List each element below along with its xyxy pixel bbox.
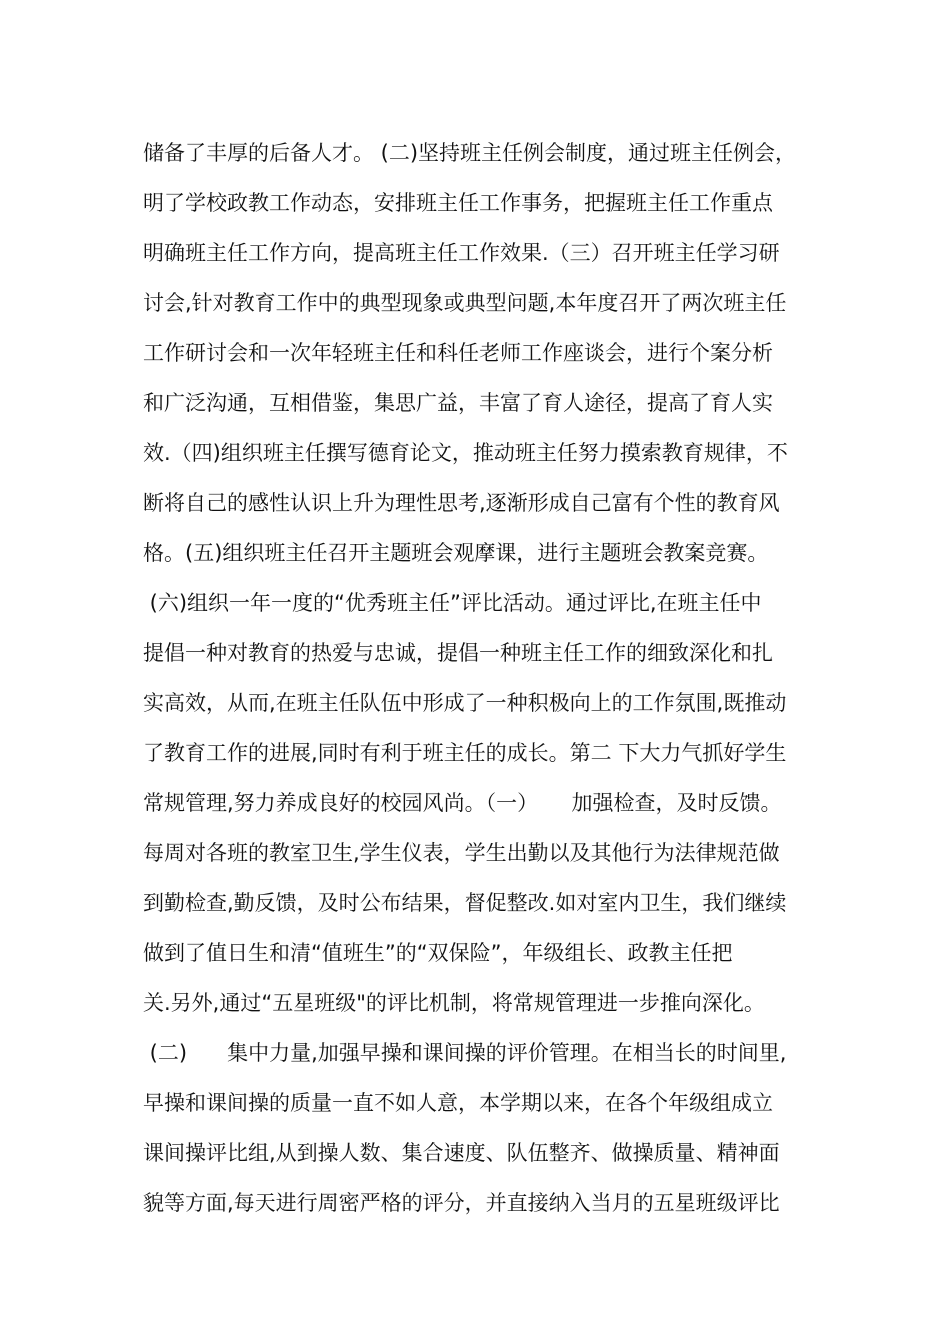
text-line: 储备了丰厚的后备人才。 (二)坚持班主任例会制度，通过班主任例会， — [143, 141, 797, 165]
text-line: 和广泛沟通，互相借鉴，集思广益，丰富了育人途径，提高了育人实 — [143, 391, 773, 415]
text-line: 做到了值日生和清“值班生”的“双保险”，年级组长、政教主任把 — [143, 941, 733, 965]
text-line: 讨会,针对教育工作中的典型现象或典型问题,本年度召开了两次班主任 — [143, 291, 787, 315]
text-line: 明了学校政教工作动态，安排班主任工作事务，把握班主任工作重点 — [143, 191, 773, 215]
text-line: 课间操评比组,从到操人数、集合速度、队伍整齐、做操质量、精神面 — [143, 1141, 780, 1165]
text-line: 貌等方面,每天进行周密严格的评分，并直接纳入当月的五星班级评比 — [143, 1191, 780, 1215]
text-line: 提倡一种对教育的热爱与忠诚，提倡一种班主任工作的细致深化和扎 — [143, 641, 773, 665]
text-line: 常规管理,努力养成良好的校园风尚。（一） 加强检查，及时反馈。 — [143, 791, 782, 815]
text-line: 早操和课间操的质量一直不如人意，本学期以来，在各个年级组成立 — [143, 1091, 773, 1115]
text-line: 断将自己的感性认识上升为理性思考,逐渐形成自己富有个性的教育风 — [143, 491, 780, 515]
text-line: 实高效，从而,在班主任队伍中形成了一种积极向上的工作氛围,既推动 — [143, 691, 787, 715]
text-line: 每周对各班的教室卫生,学生仪表，学生出勤以及其他行为法律规范做 — [143, 841, 780, 865]
text-line: 了教育工作的进展,同时有利于班主任的成长。第二 下大力气抓好学生 — [143, 741, 787, 765]
text-line: 格。(五)组织班主任召开主题班会观摩课，进行主题班会教案竞赛。 — [143, 541, 769, 565]
text-line: 关.另外,通过“五星班级"的评比机制，将常规管理进一步推向深化。 — [143, 991, 765, 1015]
text-line: 明确班主任工作方向，提高班主任工作效果.（三）召开班主任学习研 — [143, 241, 780, 265]
text-line: 工作研讨会和一次年轻班主任和科任老师工作座谈会，进行个案分析 — [143, 341, 773, 365]
text-line: 效.（四)组织班主任撰写德育论文，推动班主任努力摸索教育规律，不 — [143, 441, 788, 465]
text-line: (六)组织一年一度的“优秀班主任”评比活动。通过评比,在班主任中 — [143, 591, 762, 615]
body-text — [143, 128, 813, 1228]
text-line: (二) 集中力量,加强早操和课间操的评价管理。在相当长的时间里, — [143, 1041, 787, 1065]
text-line: 到勤检查,勤反馈，及时公布结果，督促整改.如对室内卫生，我们继续 — [143, 891, 787, 915]
